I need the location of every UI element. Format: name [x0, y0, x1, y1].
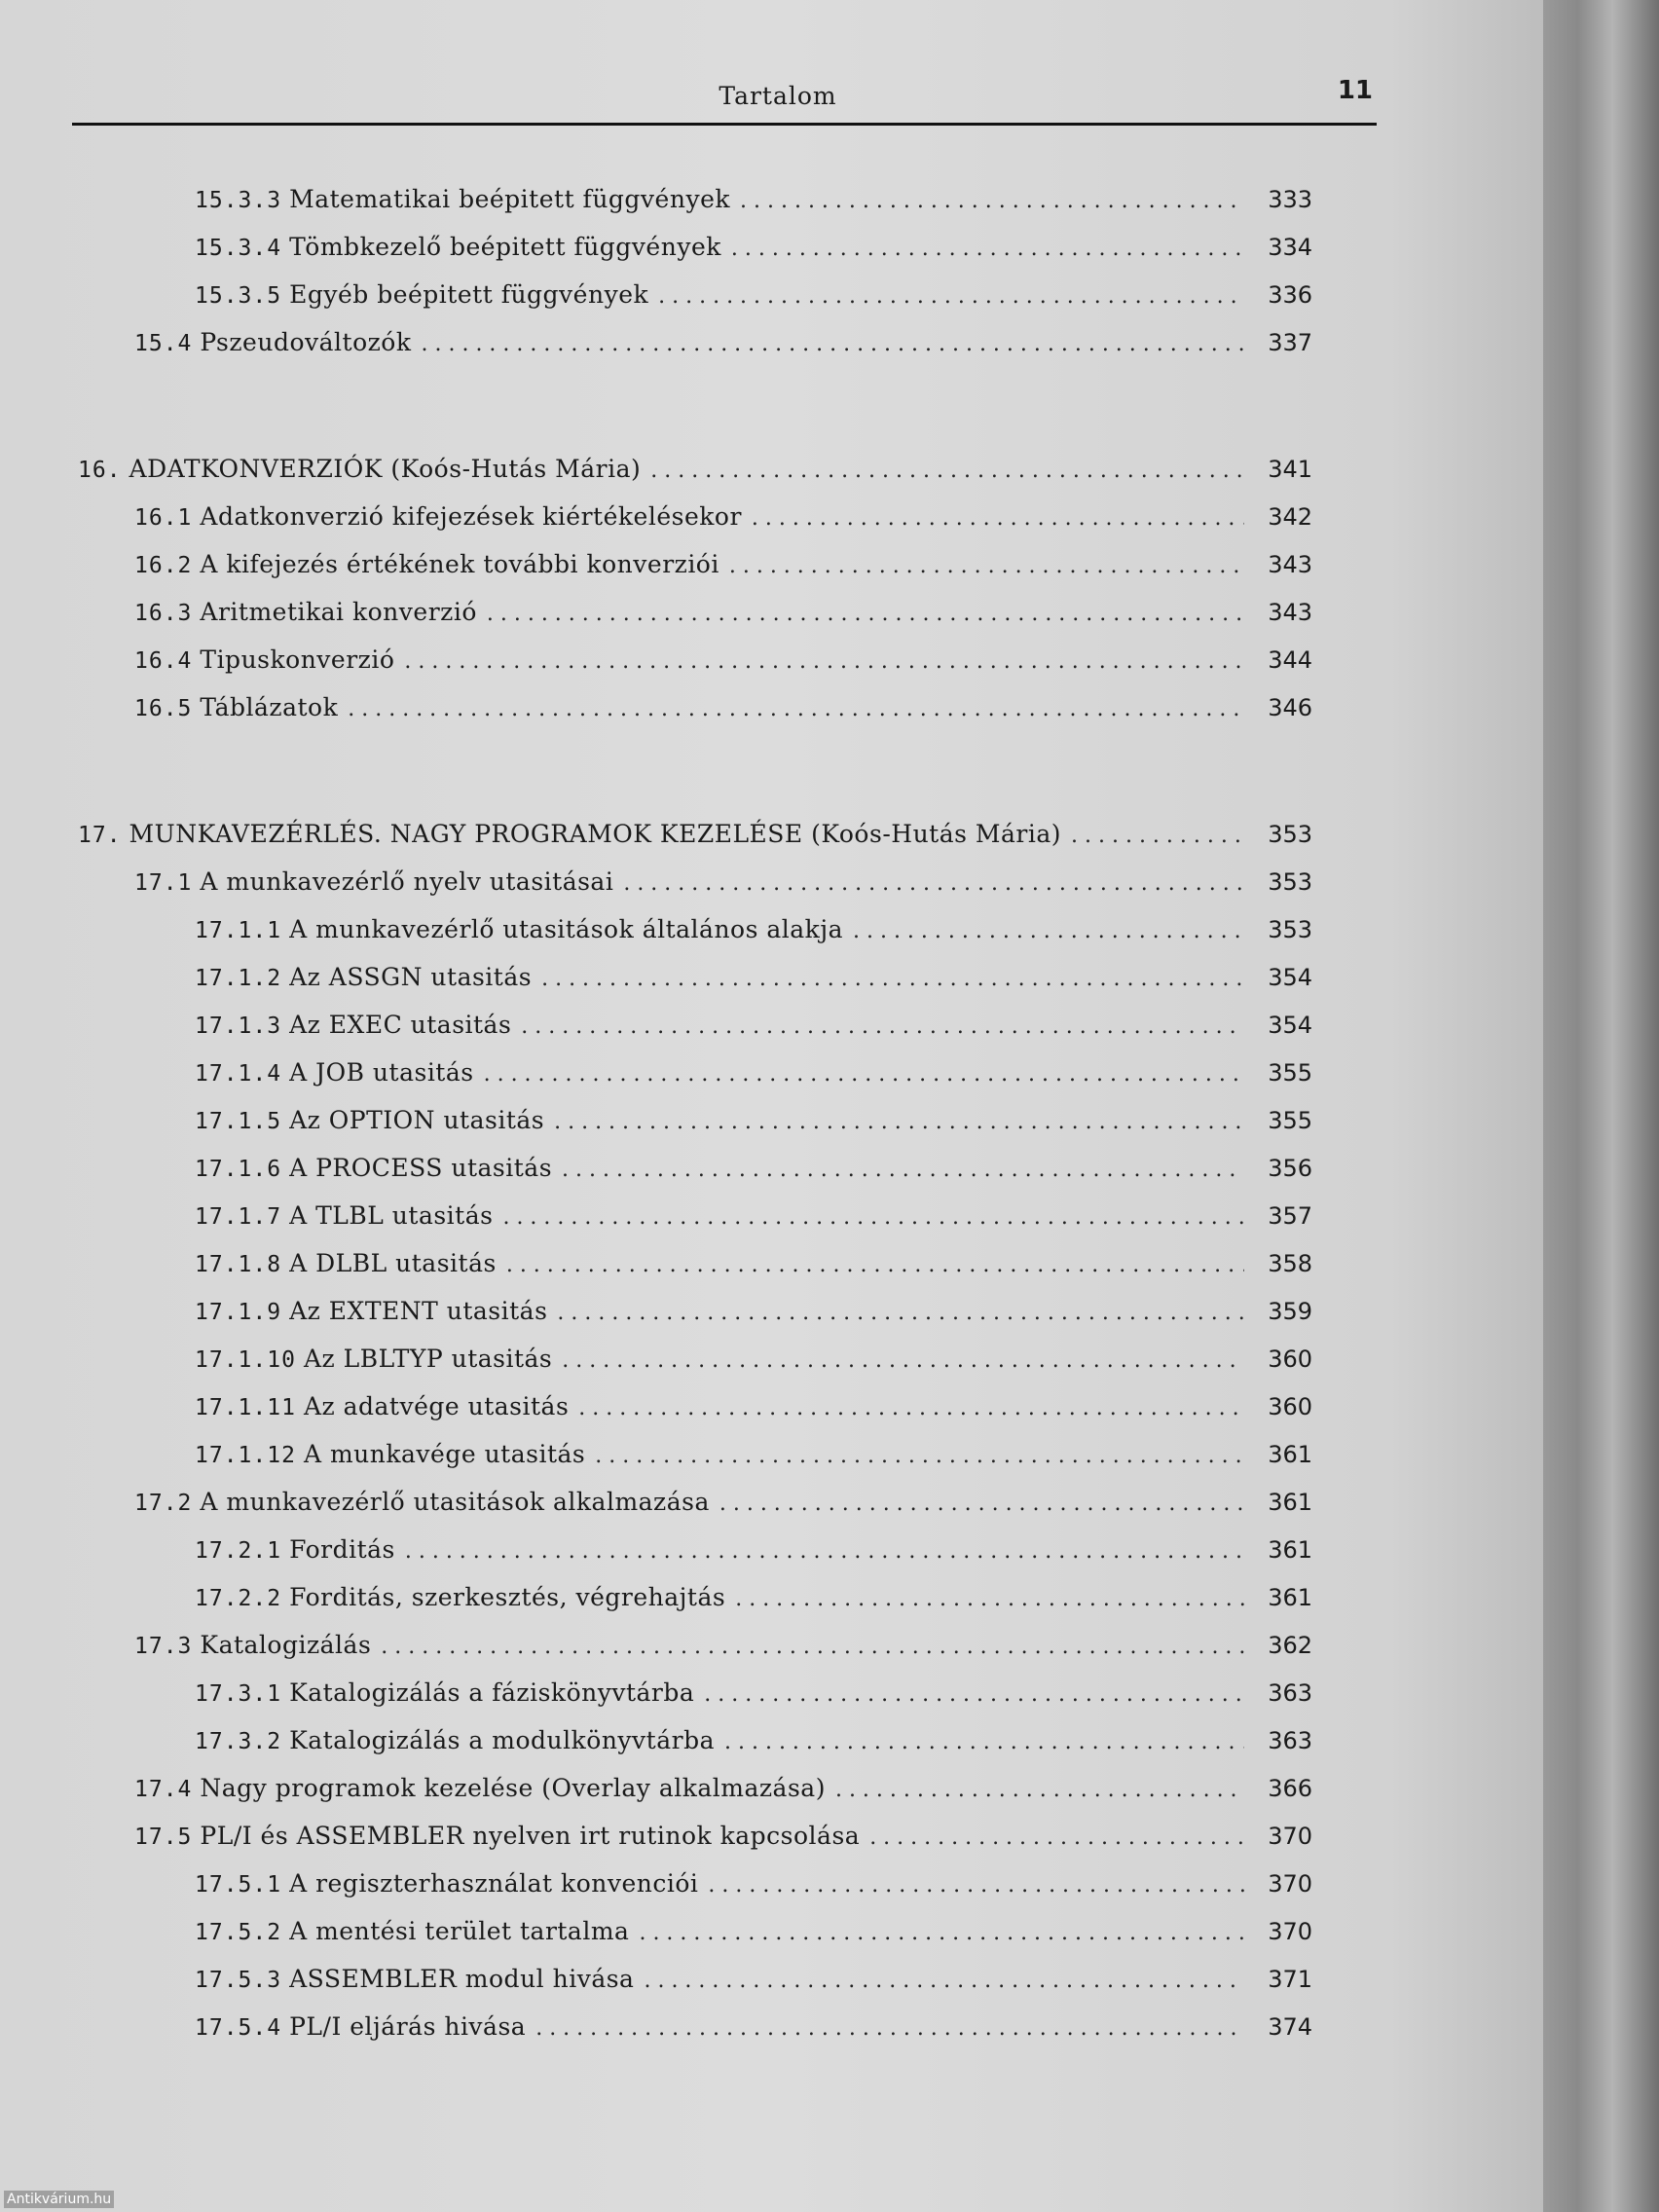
dot-leader [729, 547, 1244, 586]
toc-entry-number: 17.4 [134, 1777, 193, 1802]
toc-entry-number: 15.4 [134, 331, 193, 356]
toc-entry-number: 17.1.7 [195, 1204, 282, 1230]
toc-entry-number: 17.1.12 [195, 1443, 296, 1468]
toc-entry-page: 353 [1268, 868, 1312, 896]
toc-entry [195, 2008, 1312, 2046]
dot-leader [724, 1723, 1244, 1762]
toc-entry-number: 17.2.1 [195, 1538, 282, 1564]
toc-entry-number: 17.1 [134, 870, 193, 896]
toc-entry-number: 17.2.2 [195, 1586, 282, 1611]
toc-entry-title: Az EXEC utasitás [289, 1011, 512, 1039]
dot-leader [708, 1866, 1244, 1905]
watermark: Antikvárium.hu [4, 2191, 114, 2208]
toc-entry-page: 370 [1268, 1918, 1312, 1945]
toc-entry [134, 323, 1312, 362]
toc-entry-title: A PROCESS utasitás [289, 1154, 553, 1182]
toc-entry-page: 337 [1268, 329, 1312, 356]
toc-entry [195, 1530, 1312, 1569]
dot-leader [853, 912, 1244, 951]
toc-entry-page: 360 [1268, 1393, 1312, 1420]
toc-entry-number: 17.2 [134, 1491, 193, 1516]
dot-leader [658, 277, 1244, 316]
toc-entry-number: 15.3.3 [195, 188, 282, 213]
toc-entry [195, 1197, 1312, 1235]
dot-leader [502, 1198, 1244, 1237]
toc-entry [134, 498, 1312, 536]
toc-entry-title: A kifejezés értékének további konverziói [200, 550, 719, 578]
toc-entry-number: 17.5 [134, 1825, 193, 1850]
dot-leader [562, 1151, 1244, 1190]
toc-entry [195, 1960, 1312, 1999]
toc-entry-title: PL/I és ASSEMBLER nyelven irt rutinok kapcsolása [200, 1822, 861, 1850]
toc-entry-number: 15.3.4 [195, 236, 282, 261]
toc-entry-number: 17.5.1 [195, 1872, 282, 1898]
toc-entry [134, 593, 1312, 632]
toc-entry-page: 363 [1268, 1679, 1312, 1707]
toc-entry-page: 370 [1268, 1823, 1312, 1850]
toc-entry-title: MUNKAVEZÉRLÉS. NAGY PROGRAMOK KEZELÉSE (Koós-Hutás Mária) [129, 820, 1062, 848]
toc-entry-title: Forditás, szerkesztés, végrehajtás [289, 1583, 726, 1611]
toc-entry-page: 354 [1268, 1012, 1312, 1039]
dot-leader [650, 452, 1244, 491]
toc-entry-title: Katalogizálás a fáziskönyvtárba [289, 1678, 695, 1707]
toc-entry-page: 361 [1268, 1441, 1312, 1468]
toc-entry-page: 355 [1268, 1059, 1312, 1087]
toc-entry-title: A regiszterhasználat konvenciói [289, 1869, 699, 1898]
toc-entry [195, 228, 1312, 267]
toc-entry-title: Az ASSGN utasitás [289, 963, 533, 991]
toc-entry-page: 333 [1268, 186, 1312, 213]
toc-entry-title: Az adatvége utasitás [303, 1392, 570, 1420]
toc-entry-page: 360 [1268, 1346, 1312, 1373]
toc-entry-page: 346 [1268, 694, 1312, 721]
toc-entry [134, 1817, 1312, 1856]
toc-entry-page: 356 [1268, 1155, 1312, 1182]
toc-entry-title: A munkavezérlő utasitások általános alakja [289, 915, 843, 943]
toc-entry-number: 17.1.5 [195, 1109, 282, 1134]
toc-entry-title: A munkavezérlő utasitások alkalmazása [200, 1488, 710, 1516]
toc-entry-title: Az EXTENT utasitás [289, 1297, 548, 1325]
toc-entry-number: 17.3 [134, 1634, 193, 1659]
toc-entry-title: A TLBL utasitás [289, 1201, 494, 1230]
toc-entry-number: 16.5 [134, 696, 193, 721]
toc-entry-title: Nagy programok kezelése (Overlay alkalmazása) [200, 1774, 826, 1802]
dot-leader [1071, 817, 1244, 856]
toc-entry-title: Tömbkezelő beépitett függvények [289, 233, 721, 261]
toc-entry [195, 1149, 1312, 1188]
dot-leader [595, 1437, 1244, 1476]
toc-entry-number: 15.3.5 [195, 283, 282, 309]
dot-leader [735, 1580, 1244, 1619]
toc-entry-title: Adatkonverzió kifejezések kiértékelésekor [200, 502, 742, 531]
toc-entry-number: 17.1.2 [195, 966, 282, 991]
toc-entry-title: A mentési terület tartalma [289, 1917, 630, 1945]
toc-entry-title: ASSEMBLER modul hivása [289, 1965, 635, 1993]
toc-entry [195, 1435, 1312, 1474]
toc-entry-page: 359 [1268, 1298, 1312, 1325]
toc-entry-number: 17.3.2 [195, 1729, 282, 1754]
toc-entry [134, 688, 1312, 727]
toc-entry-page: 361 [1268, 1584, 1312, 1611]
dot-leader [422, 325, 1245, 364]
dot-leader [752, 499, 1244, 538]
toc-entry [195, 180, 1312, 219]
toc-entry [134, 545, 1312, 584]
dot-leader [554, 1103, 1244, 1142]
toc-entry-page: 362 [1268, 1632, 1312, 1659]
dot-leader [506, 1246, 1244, 1285]
toc-entry-number: 17.1.9 [195, 1300, 282, 1325]
toc-entry-number: 16.2 [134, 553, 193, 578]
toc-entry-page: 342 [1268, 503, 1312, 531]
toc-entry-page: 358 [1268, 1250, 1312, 1277]
toc-entry-title: Forditás [289, 1535, 395, 1564]
dot-leader [704, 1676, 1244, 1714]
toc-entry-page: 353 [1268, 821, 1312, 848]
toc-entry-number: 17.1.10 [195, 1347, 296, 1373]
toc-entry-title: A munkavége utasitás [303, 1440, 586, 1468]
dot-leader [535, 2009, 1244, 2048]
toc-entry-number: 17.1.6 [195, 1157, 282, 1182]
toc-entry [195, 1387, 1312, 1426]
toc-entry-number: 16. [78, 458, 122, 483]
toc-entry-page: 343 [1268, 551, 1312, 578]
toc-entry-page: 370 [1268, 1870, 1312, 1898]
toc-entry-number: 17.1.4 [195, 1061, 282, 1087]
dot-leader [644, 1962, 1244, 2001]
dot-leader [487, 595, 1244, 634]
toc-entry-number: 17.5.2 [195, 1920, 282, 1945]
toc-entry-title: ADATKONVERZIÓK (Koós-Hutás Mária) [129, 455, 642, 483]
toc-entry-number: 16.3 [134, 601, 193, 626]
toc-entry-number: 16.1 [134, 505, 193, 531]
toc-entry-title: Aritmetikai konverzió [200, 598, 477, 626]
dot-leader [541, 960, 1244, 999]
dot-leader [348, 690, 1244, 729]
toc-entry-title: PL/I eljárás hivása [289, 2012, 527, 2041]
toc-entry-page: 344 [1268, 646, 1312, 674]
toc-entry-page: 354 [1268, 964, 1312, 991]
toc-entry-title: A munkavezérlő nyelv utasitásai [200, 867, 614, 896]
book-spine-edge [1543, 0, 1659, 2212]
dot-leader [639, 1914, 1244, 1953]
dot-leader [484, 1055, 1244, 1094]
toc-entry [134, 1626, 1312, 1665]
dot-leader [869, 1819, 1244, 1858]
toc-entry [195, 1340, 1312, 1379]
toc-entry [78, 450, 1312, 489]
dot-leader [578, 1389, 1244, 1428]
toc-entry-page: 374 [1268, 2013, 1312, 2041]
toc-entry-title: Pszeudováltozók [200, 328, 412, 356]
running-title: Tartalom [719, 82, 837, 110]
toc-entry [195, 1244, 1312, 1283]
dot-leader [404, 643, 1244, 682]
toc-entry-page: 366 [1268, 1775, 1312, 1802]
toc-entry-title: Egyéb beépitett függvények [289, 280, 649, 309]
toc-entry [78, 815, 1312, 854]
toc-entry-title: A DLBL utasitás [289, 1249, 497, 1277]
toc-entry [134, 641, 1312, 680]
toc-entry [195, 1101, 1312, 1140]
toc-entry-page: 343 [1268, 599, 1312, 626]
toc-entry-page: 357 [1268, 1202, 1312, 1230]
toc-entry [134, 863, 1312, 902]
dot-leader [835, 1771, 1244, 1810]
toc-entry [195, 1912, 1312, 1951]
toc-entry-page: 361 [1268, 1536, 1312, 1564]
dot-leader [557, 1294, 1244, 1333]
toc-entry [195, 1864, 1312, 1903]
toc-entry-number: 17.5.4 [195, 2015, 282, 2041]
toc-entry [195, 1053, 1312, 1092]
toc-entry [134, 1769, 1312, 1808]
toc-entry-number: 17.1.1 [195, 918, 282, 943]
toc-entry-page: 353 [1268, 916, 1312, 943]
dot-leader [740, 182, 1244, 221]
toc-entry [195, 1292, 1312, 1331]
toc-entry-number: 17.5.3 [195, 1968, 282, 1993]
toc-entry [195, 910, 1312, 949]
toc-entry-page: 371 [1268, 1966, 1312, 1993]
toc-entry-page: 355 [1268, 1107, 1312, 1134]
toc-entry [134, 1483, 1312, 1522]
toc-entry [195, 958, 1312, 997]
toc-entry-page: 341 [1268, 456, 1312, 483]
toc-entry [195, 1674, 1312, 1713]
toc-entry-number: 17.3.1 [195, 1681, 282, 1707]
dot-leader [562, 1342, 1244, 1381]
toc-entry-title: Tipuskonverzió [200, 645, 395, 674]
dot-leader [731, 230, 1244, 269]
toc-entry-page: 336 [1268, 281, 1312, 309]
toc-entry [195, 1721, 1312, 1760]
toc-entry [195, 276, 1312, 314]
toc-entry [195, 1578, 1312, 1617]
toc-entry-page: 363 [1268, 1727, 1312, 1754]
toc-entry-number: 17. [78, 823, 122, 848]
toc-entry-title: Katalogizálás a modulkönyvtárba [289, 1726, 715, 1754]
toc-entry-title: Az LBLTYP utasitás [303, 1345, 553, 1373]
toc-entry-page: 361 [1268, 1489, 1312, 1516]
dot-leader [381, 1628, 1244, 1667]
toc-entry [195, 1006, 1312, 1045]
dot-leader [719, 1485, 1244, 1524]
toc-entry-title: Katalogizálás [200, 1631, 372, 1659]
toc-entry-number: 17.1.11 [195, 1395, 296, 1420]
toc-entry-number: 16.4 [134, 648, 193, 674]
dot-leader [521, 1008, 1244, 1047]
toc-entry-title: Matematikai beépitett függvények [289, 185, 731, 213]
toc-entry-title: Táblázatok [200, 693, 339, 721]
dot-leader [623, 865, 1244, 903]
toc-entry-title: A JOB utasitás [289, 1058, 474, 1087]
toc-entry-title: Az OPTION utasitás [289, 1106, 545, 1134]
toc-entry-number: 17.1.8 [195, 1252, 282, 1277]
toc-entry-number: 17.1.3 [195, 1014, 282, 1039]
page-number: 11 [1337, 76, 1373, 105]
toc-entry-page: 334 [1268, 234, 1312, 261]
dot-leader [405, 1532, 1244, 1571]
